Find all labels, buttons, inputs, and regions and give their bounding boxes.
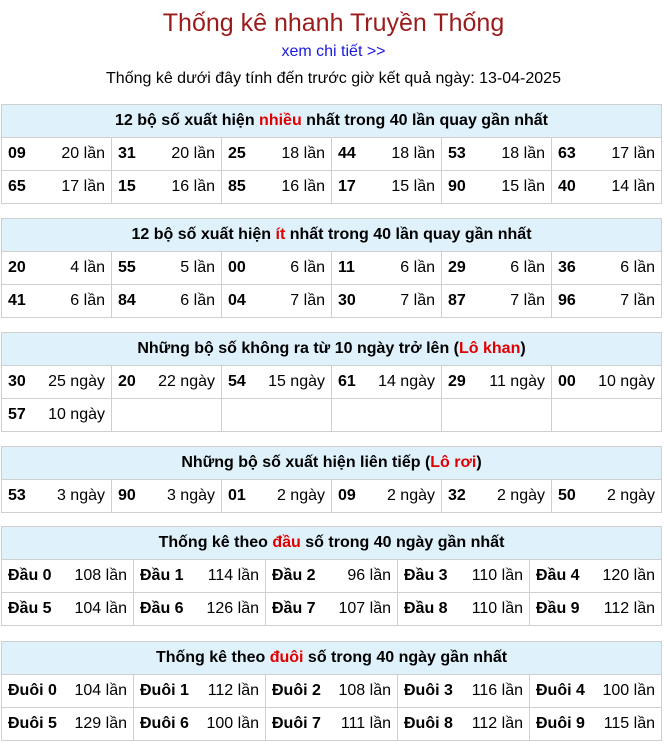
stat-cell [332, 399, 442, 432]
stats-table [1, 218, 662, 318]
stat-number: 44 [338, 145, 356, 162]
stat-value: 96 lần [347, 567, 391, 584]
stat-value: 17 lần [61, 178, 105, 195]
stat-number: 84 [118, 292, 136, 309]
stat-cell [134, 675, 266, 708]
section-title [2, 642, 662, 675]
stat-value: 16 lần [281, 178, 325, 195]
stat-value: 14 lần [611, 178, 655, 195]
stat-cell [530, 675, 662, 708]
details-link[interactable]: xem chi tiết >> [281, 43, 386, 60]
stat-value: 7 lần [510, 292, 545, 309]
stat-value: 4 lần [70, 259, 105, 276]
page-title: Thống kê nhanh Truyền Thống [162, 9, 505, 37]
stat-number: 57 [8, 406, 26, 423]
section-title-highlight: ít [275, 226, 286, 243]
stat-cell [134, 708, 266, 741]
stat-cell [222, 366, 332, 399]
stat-number: 29 [448, 373, 466, 390]
least-frequent-section [1, 218, 662, 318]
stat-cell [112, 285, 222, 318]
stat-value: 16 lần [171, 178, 215, 195]
stat-value: 2 ngày [496, 487, 545, 504]
stat-value: 114 lần [207, 567, 259, 584]
stat-cell [442, 138, 552, 171]
stat-number: 25 [228, 145, 246, 162]
stat-value: 100 lần [206, 715, 259, 732]
stat-value: 17 lần [611, 145, 655, 162]
stat-number: 55 [118, 259, 136, 276]
stat-value: 110 lần [471, 567, 523, 584]
stat-number: 63 [558, 145, 576, 162]
stat-cell [112, 252, 222, 285]
stat-number: 53 [8, 487, 26, 504]
stat-cell [2, 675, 134, 708]
stat-value: 15 lần [391, 178, 435, 195]
stat-cell [222, 171, 332, 204]
section-title [2, 333, 662, 366]
stat-value: 15 ngày [268, 373, 325, 390]
table-row [2, 708, 662, 741]
stat-number: 20 [118, 373, 136, 390]
stat-value: 3 ngày [56, 487, 105, 504]
stat-value: 10 ngày [598, 373, 655, 390]
stat-number: 87 [448, 292, 466, 309]
stat-cell [332, 171, 442, 204]
stat-number: 85 [228, 178, 246, 195]
stat-cell [530, 593, 662, 626]
stat-number: Đầu 4 [536, 567, 580, 584]
stat-value: 104 lần [74, 600, 127, 617]
stat-value: 107 lần [338, 600, 391, 617]
stat-cell [332, 366, 442, 399]
stat-cell [222, 399, 332, 432]
stat-cell [332, 138, 442, 171]
section-title-highlight: đuôi [269, 649, 304, 666]
stat-value: 18 lần [501, 145, 545, 162]
stat-number: 01 [228, 487, 246, 504]
stat-number: 50 [558, 487, 576, 504]
section-title-text: 12 bộ số xuất hiện [131, 226, 276, 243]
stat-number: 53 [448, 145, 466, 162]
stat-value: 110 lần [471, 600, 523, 617]
stat-cell [332, 285, 442, 318]
stat-value: 6 lần [400, 259, 435, 276]
stat-number: 54 [228, 373, 246, 390]
stat-cell [2, 171, 112, 204]
stat-value: 111 lần [340, 715, 391, 732]
stat-value: 15 lần [501, 178, 545, 195]
stat-value: 6 lần [70, 292, 105, 309]
stat-cell [112, 480, 222, 513]
stat-number: Đuôi 0 [8, 682, 57, 699]
table-row [2, 171, 662, 204]
stat-cell [398, 560, 530, 593]
stat-cell [266, 675, 398, 708]
stat-cell [112, 171, 222, 204]
section-title-text: số trong 40 ngày gần nhất [303, 649, 508, 666]
section-title [2, 105, 662, 138]
stats-table [1, 332, 662, 432]
stat-number: Đuôi 2 [272, 682, 321, 699]
stat-cell [398, 675, 530, 708]
stat-value: 112 lần [471, 715, 523, 732]
stat-cell [2, 366, 112, 399]
stat-cell [2, 480, 112, 513]
stat-cell [266, 560, 398, 593]
stat-number: 40 [558, 178, 576, 195]
stat-value: 108 lần [338, 682, 391, 699]
stat-cell [2, 708, 134, 741]
stat-number: 41 [8, 292, 26, 309]
stat-number: Đuôi 8 [404, 715, 453, 732]
stat-value: 100 lần [602, 682, 655, 699]
stat-cell [552, 138, 662, 171]
stat-value: 116 lần [471, 682, 523, 699]
stat-cell [398, 593, 530, 626]
stat-value: 6 lần [180, 292, 215, 309]
stat-number: 00 [228, 259, 246, 276]
most-frequent-section [1, 104, 662, 204]
section-title-text: Thống kê theo [155, 649, 270, 666]
table-row [2, 366, 662, 399]
stat-value: 6 lần [620, 259, 655, 276]
stat-cell [112, 366, 222, 399]
lo-khan-section [1, 332, 662, 432]
stat-number: 36 [558, 259, 576, 276]
stat-number: Đầu 5 [8, 600, 52, 617]
page-header [0, 0, 667, 89]
stat-cell [332, 480, 442, 513]
table-row [2, 560, 662, 593]
stat-number: 30 [8, 373, 26, 390]
stat-number: 31 [118, 145, 136, 162]
stat-cell [530, 708, 662, 741]
stat-cell [112, 399, 222, 432]
stat-number: Đuôi 5 [8, 715, 57, 732]
stat-value: 11 ngày [489, 373, 545, 390]
stat-value: 7 lần [620, 292, 655, 309]
section-title-text: 12 bộ số xuất hiện [115, 112, 260, 129]
stat-number: 20 [8, 259, 26, 276]
section-title [2, 219, 662, 252]
stat-cell [134, 560, 266, 593]
stat-value: 3 ngày [166, 487, 215, 504]
stat-value: 112 lần [603, 600, 655, 617]
section-title-text: ) [520, 340, 526, 357]
stat-number: Đầu 1 [140, 567, 184, 584]
head-stats-section [1, 526, 662, 626]
stat-cell [552, 399, 662, 432]
stat-cell [2, 560, 134, 593]
stat-value: 2 ngày [386, 487, 435, 504]
lo-roi-section [1, 446, 662, 513]
section-title-highlight: Lô khan [459, 340, 521, 357]
stat-number: 04 [228, 292, 246, 309]
stat-value: 104 lần [74, 682, 127, 699]
stat-value: 6 lần [290, 259, 325, 276]
stat-value: 18 lần [391, 145, 435, 162]
stat-number: 09 [338, 487, 356, 504]
stat-value: 22 ngày [158, 373, 215, 390]
stats-table [1, 104, 662, 204]
section-title-highlight: đầu [272, 534, 301, 551]
stat-value: 5 lần [180, 259, 215, 276]
stat-value: 18 lần [281, 145, 325, 162]
stat-cell [266, 593, 398, 626]
section-title [2, 527, 662, 560]
stats-table [1, 526, 662, 626]
stat-cell [442, 171, 552, 204]
stat-number: 29 [448, 259, 466, 276]
stat-number: Đầu 3 [404, 567, 448, 584]
section-title [2, 447, 662, 480]
stat-cell [530, 560, 662, 593]
section-title-text: Những bộ số xuất hiện liên tiếp ( [181, 454, 431, 471]
stat-cell [222, 252, 332, 285]
stat-cell [222, 480, 332, 513]
section-title-highlight: nhiều [259, 112, 302, 129]
stat-cell [134, 593, 266, 626]
stat-cell [442, 399, 552, 432]
stat-cell [552, 480, 662, 513]
stat-value: 115 lần [603, 715, 655, 732]
stat-value: 25 ngày [48, 373, 105, 390]
stat-cell [552, 285, 662, 318]
stat-number: Đầu 0 [8, 567, 52, 584]
table-row [2, 399, 662, 432]
stat-number: Đuôi 3 [404, 682, 453, 699]
stat-value: 10 ngày [48, 406, 105, 423]
stat-number: 32 [448, 487, 466, 504]
stat-cell [2, 252, 112, 285]
stat-cell [442, 285, 552, 318]
table-row [2, 138, 662, 171]
stat-cell [266, 708, 398, 741]
stat-number: 61 [338, 373, 356, 390]
stat-value: 6 lần [510, 259, 545, 276]
stat-number: 90 [448, 178, 466, 195]
stat-cell [222, 138, 332, 171]
stat-number: 09 [8, 145, 26, 162]
stat-number: 15 [118, 178, 136, 195]
stat-value: 14 ngày [378, 373, 435, 390]
stat-number: 30 [338, 292, 356, 309]
stat-number: 90 [118, 487, 136, 504]
stat-number: Đuôi 9 [536, 715, 585, 732]
stat-cell [442, 480, 552, 513]
table-row [2, 675, 662, 708]
stat-number: Đầu 9 [536, 600, 580, 617]
stat-number: Đầu 7 [272, 600, 316, 617]
stats-table [1, 641, 662, 741]
stat-number: 17 [338, 178, 356, 195]
tail-stats-section [1, 641, 662, 741]
stat-number: Đầu 2 [272, 567, 316, 584]
table-row [2, 285, 662, 318]
section-title-highlight: Lô rơi [430, 454, 477, 471]
stat-number: 65 [8, 178, 26, 195]
table-row [2, 593, 662, 626]
stat-cell [2, 138, 112, 171]
section-title-text: nhất trong 40 lần quay gần nhất [301, 112, 548, 129]
stat-cell [332, 252, 442, 285]
stat-value: 2 ngày [606, 487, 655, 504]
stat-number: Đuôi 1 [140, 682, 189, 699]
stat-value: 20 lần [61, 145, 105, 162]
stat-number: Đầu 6 [140, 600, 184, 617]
stat-cell [552, 366, 662, 399]
stat-number: Đuôi 6 [140, 715, 189, 732]
stat-cell [2, 399, 112, 432]
section-title-text: Thống kê theo [158, 534, 273, 551]
stat-cell [2, 593, 134, 626]
stat-number: 11 [338, 259, 355, 276]
stat-value: 129 lần [74, 715, 127, 732]
stat-number: Đuôi 4 [536, 682, 585, 699]
date-note: Thống kê dưới đây tính đến trước giờ kết quả ngày: 13-04-2025 [106, 70, 561, 87]
stat-number: Đầu 8 [404, 600, 448, 617]
stat-number: 96 [558, 292, 576, 309]
stat-cell [442, 366, 552, 399]
stat-cell [552, 171, 662, 204]
stat-cell [222, 285, 332, 318]
section-title-text: nhất trong 40 lần quay gần nhất [285, 226, 532, 243]
stat-value: 126 lần [206, 600, 259, 617]
stat-value: 2 ngày [276, 487, 325, 504]
stat-value: 120 lần [602, 567, 655, 584]
section-title-text: Những bộ số không ra từ 10 ngày trở lên ( [137, 340, 459, 357]
table-row [2, 252, 662, 285]
stat-cell [2, 285, 112, 318]
section-title-text: ) [476, 454, 482, 471]
stat-cell [112, 138, 222, 171]
section-title-text: số trong 40 ngày gần nhất [300, 534, 505, 551]
stat-value: 7 lần [290, 292, 325, 309]
stat-value: 7 lần [400, 292, 435, 309]
stat-value: 20 lần [171, 145, 215, 162]
stat-cell [398, 708, 530, 741]
stats-table [1, 446, 662, 513]
table-row [2, 480, 662, 513]
stat-cell [552, 252, 662, 285]
stat-value: 112 lần [207, 682, 259, 699]
stat-number: 00 [558, 373, 576, 390]
stat-number: Đuôi 7 [272, 715, 321, 732]
stat-value: 108 lần [74, 567, 127, 584]
stat-cell [442, 252, 552, 285]
